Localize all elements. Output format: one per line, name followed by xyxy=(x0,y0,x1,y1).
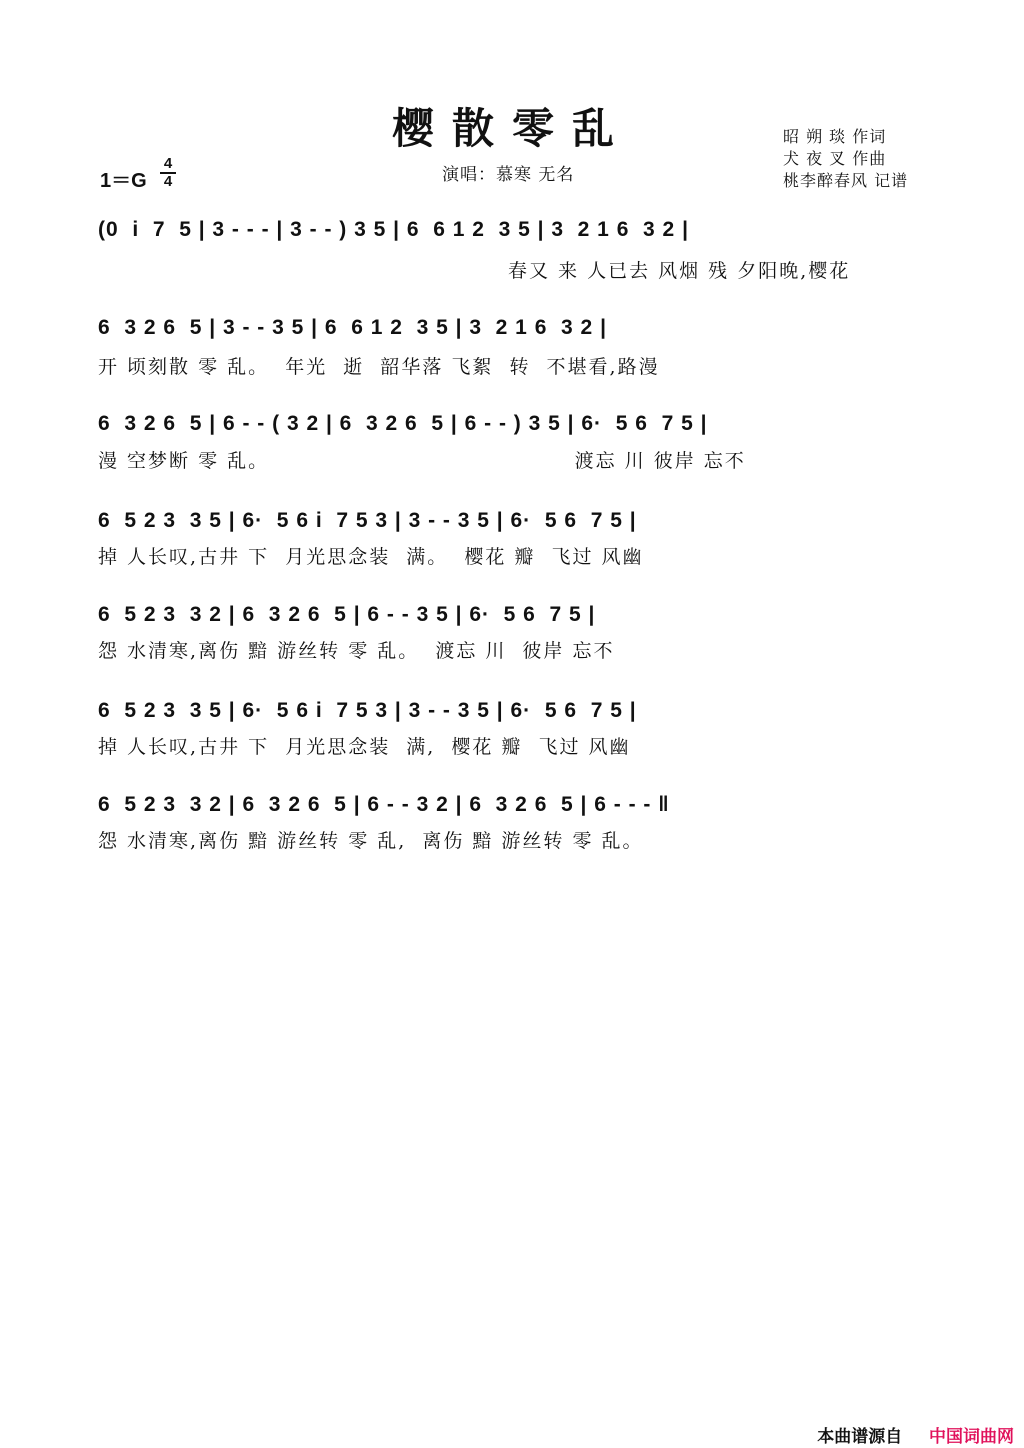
transcriber-credit: 桃李醉春风 记谱 xyxy=(783,171,909,190)
footer-site-link[interactable]: 中国词曲网 xyxy=(929,1427,1014,1446)
notation-line-3: 6 3 2 6 5 | 6 - - ( 3 2 | 6 3 2 6 5 | 6 - - ) 3 5 | 6· 5 6 7 5 | xyxy=(98,412,708,435)
time-signature-top: 4 xyxy=(163,155,173,172)
notation-line-2: 6 3 2 6 5 | 3 - - 3 5 | 6 6 1 2 3 5 | 3 2 1 6 3 2 | xyxy=(98,316,607,339)
lyric-line-5: 怨 水清寒,离伤 黯 游丝转 零 乱。 渡忘 川 彼岸 忘不 xyxy=(98,640,615,662)
time-signature xyxy=(160,157,176,189)
lyric-line-7: 怨 水清寒,离伤 黯 游丝转 零 乱, 离伤 黯 游丝转 零 乱。 xyxy=(98,830,644,852)
time-signature-bottom: 4 xyxy=(163,173,173,190)
key-signature: 1＝G xyxy=(100,170,147,192)
notation-line-6: 6 5 2 3 3 5 | 6· 5 6 i 7 5 3 | 3 - - 3 5 | 6· 5 6 7 5 | xyxy=(98,699,637,722)
lyric-line-3: 漫 空梦断 零 乱。 渡忘 川 彼岸 忘不 xyxy=(98,450,746,472)
singer-info: 演唱：慕寒 无名 xyxy=(442,165,575,185)
lyric-line-1: 春又 来 人已去 风烟 残 夕阳晚,樱花 xyxy=(98,260,851,282)
footer-source: 本曲谱源自 xyxy=(817,1427,903,1446)
credits xyxy=(783,126,908,192)
notation-line-7: 6 5 2 3 3 2 | 6 3 2 6 5 | 6 - - 3 2 | 6 3 2 6 5 | 6 - - - ‖ xyxy=(98,793,670,816)
score-title: 樱散零乱 xyxy=(391,104,632,153)
lyric-line-4: 掉 人长叹,古井 下 月光思念装 满。 樱花 瓣 飞过 风幽 xyxy=(98,546,644,568)
notation-line-1: (0 i 7 5 | 3 - - - | 3 - - ) 3 5 | 6 6 1 2 3 5 | 3 2 1 6 3 2 | xyxy=(98,218,689,241)
notation-line-4: 6 5 2 3 3 5 | 6· 5 6 i 7 5 3 | 3 - - 3 5 | 6· 5 6 7 5 | xyxy=(98,509,637,532)
notation-line-5: 6 5 2 3 3 2 | 6 3 2 6 5 | 6 - - 3 5 | 6· 5 6 7 5 | xyxy=(98,603,596,626)
lyricist-credit: 昭 朔 琰 作词 xyxy=(783,127,887,146)
footer xyxy=(817,1422,1014,1447)
lyric-line-6: 掉 人长叹,古井 下 月光思念装 满, 樱花 瓣 飞过 风幽 xyxy=(98,736,631,758)
composer-credit: 犬 夜 叉 作曲 xyxy=(783,149,887,168)
lyric-line-2: 开 顷刻散 零 乱。 年光 逝 韶华落 飞絮 转 不堪看,路漫 xyxy=(98,356,660,378)
